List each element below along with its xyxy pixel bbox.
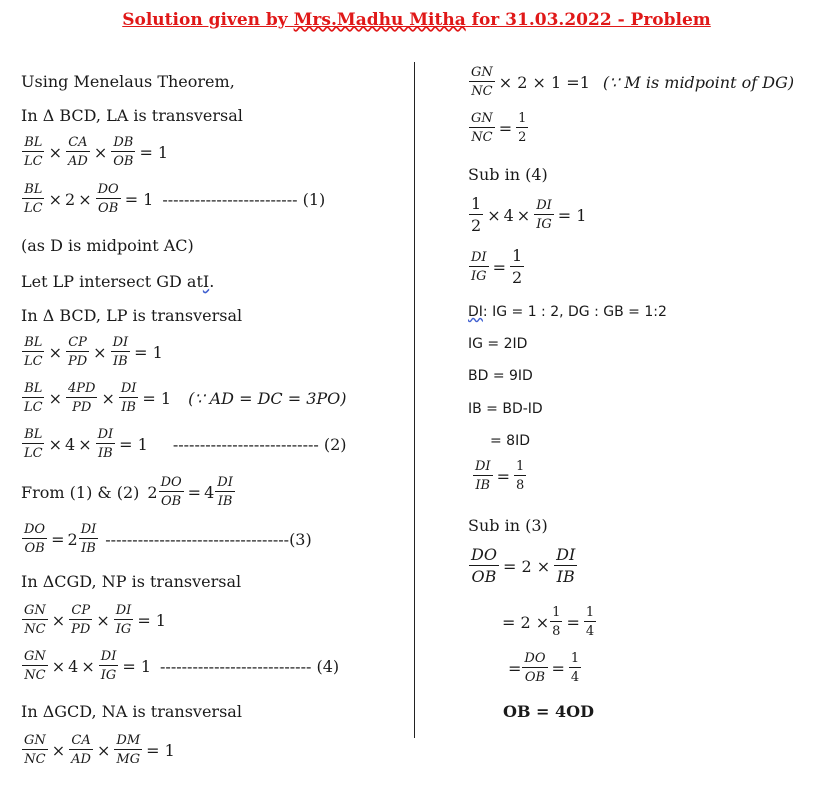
equation-r3: $\frac{1}{2}$ × 4 × $\frac{DI}{IG}$ = 1 <box>471 194 587 235</box>
line-ratio: DI : IG = 1 : 2, DG : GB = 1:2 <box>468 304 667 320</box>
line-menelaus: Using Menelaus Theorem, <box>21 72 235 91</box>
equation-r4: $\frac{DI}{IG}$ = $\frac{1}{2}$ <box>471 246 523 287</box>
page-title: Solution given by Mrs.Madhu Mitha for 31.03.2022 - Problem <box>122 10 711 30</box>
equation-4a: $\frac{GN}{NC}$ × $\frac{CP}{PD}$ × $\frac{DI}{IG}$ = 1 <box>24 603 166 637</box>
equation-4: $\frac{GN}{NC}$ × 4 × $\frac{DI}{IG}$ = 1 ---------------------------- (4) <box>24 649 340 683</box>
final-answer: OB = 4OD <box>503 702 594 721</box>
equation-r8: = $\frac{DO}{OB}$ = $\frac{1}{4}$ <box>508 651 580 685</box>
equation-1: $\frac{BL}{LC}$ × 2 × $\frac{DO}{OB}$ = 1 ------------------------- (1) <box>24 182 326 216</box>
line-midpoint: (as D is midpoint AC) <box>21 236 194 255</box>
line-bd: BD = 9ID <box>468 368 533 384</box>
equation-r2: $\frac{GN}{NC}$ = $\frac{1}{2}$ <box>471 111 527 145</box>
equation-2b: $\frac{BL}{LC}$ × $\frac{4PD}{PD}$ × $\frac{DI}{IB}$ = 1 (∵ AD = DC = 3PO) <box>24 381 347 415</box>
line-bcd-lp: In Δ BCD, LP is transversal <box>21 306 243 325</box>
line-sub3: Sub in (3) <box>468 516 548 535</box>
equation-3: $\frac{DO}{OB}$ = 2 $\frac{DI}{IB}$ ----------------------------------(3) <box>24 522 312 556</box>
equation-r1: $\frac{GN}{NC}$ × 2 × 1 =1 (∵ M is midpoint of DG) <box>471 65 795 99</box>
equation-r7: = 2 × $\frac{1}{8}$ = $\frac{1}{4}$ <box>502 605 595 639</box>
column-divider <box>414 62 415 738</box>
equation-r5: $\frac{DI}{IB}$ = $\frac{1}{8}$ <box>475 459 525 493</box>
equation-from-1-2: From (1) & (2) 2 $\frac{DO}{OB}$ = 4 $\frac{DI}{IB}$ <box>21 475 233 509</box>
line-ig: IG = 2ID <box>468 336 528 352</box>
line-8id: = 8ID <box>490 433 530 449</box>
equation-1a: $\frac{BL}{LC}$ × $\frac{CA}{AD}$ × $\frac{DB}{OB}$ = 1 <box>24 135 169 169</box>
equation-2a: $\frac{BL}{LC}$ × $\frac{CP}{PD}$ × $\frac{DI}{IB}$ = 1 <box>24 335 163 369</box>
line-gcd-na: In ΔGCD, NA is transversal <box>21 702 242 721</box>
equation-2: $\frac{BL}{LC}$ × 4 × $\frac{DI}{IB}$ = 1 --------------------------- (2) <box>24 427 347 461</box>
line-ib: IB = BD-ID <box>468 401 543 417</box>
line-lp-intersect: Let LP intersect GD at I . <box>21 272 215 291</box>
line-sub4: Sub in (4) <box>468 165 548 184</box>
equation-r6: $\frac{DO}{OB}$ = 2 × $\frac{DI}{IB}$ <box>471 545 576 586</box>
equation-5: $\frac{GN}{NC}$ × $\frac{CA}{AD}$ × $\frac{DM}{MG}$ = 1 <box>24 733 175 767</box>
line-bcd-la: In Δ BCD, LA is transversal <box>21 106 243 125</box>
line-cgd-np: In ΔCGD, NP is transversal <box>21 572 242 591</box>
